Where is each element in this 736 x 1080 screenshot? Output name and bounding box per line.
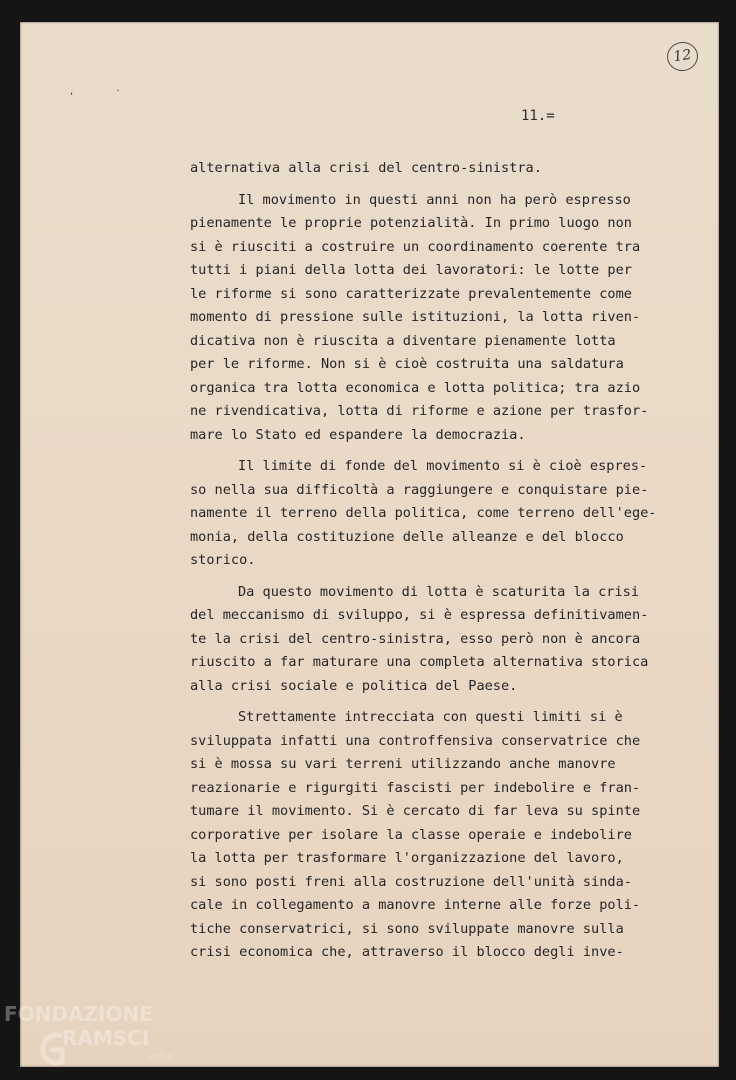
text-line: crisi economica che, attraverso il blocco degli inve- — [190, 944, 624, 960]
text-line: corporative per isolare la classe operaie e indebolire — [190, 826, 632, 843]
text-line: tutti i piani della lotta dei lavoratori: le lotte per — [190, 262, 632, 278]
watermark-line-2: RAMSCI — [62, 1026, 150, 1050]
watermark-g-logo-icon — [32, 1024, 66, 1072]
text-line: la lotta per trasformare l'organizzazione del lavoro, — [190, 850, 624, 866]
text-line: tiche conservatrici, si sono sviluppate manovre sulla — [190, 920, 624, 937]
text-line: del meccanismo di sviluppo, si è espressa definitivamen- — [190, 607, 649, 623]
text-line: si è riusciti a costruire un coordinamento coerente tra — [190, 238, 641, 255]
text-line: tumare il movimento. Si è cercato di far leva su spinte — [190, 803, 641, 819]
text-line: riuscito a far maturare una completa alternativa storica — [190, 654, 649, 670]
text-line: alla crisi sociale e politica del Paese. — [190, 677, 518, 694]
text-line: te la crisi del centro-sinistra, esso però non è ancora — [190, 630, 641, 647]
text-line: momento di pressione sulle istituzioni, la lotta riven- — [190, 309, 641, 325]
typewritten-body — [190, 157, 670, 965]
text-line: cale in collegamento a manovre interne alle forze poli- — [190, 897, 641, 913]
text-line: Da questo movimento di lotta è scaturita la crisi — [238, 583, 640, 600]
text-line: Il movimento in questi anni non ha però espresso — [238, 191, 631, 208]
watermark-line-3: onlus — [148, 1052, 173, 1062]
fondazione-gramsci-watermark — [4, 1000, 194, 1080]
text-line: si è mossa su vari terreni utilizzando anche manovre — [190, 756, 616, 772]
page-number: 11.= — [521, 108, 555, 124]
text-line: reazionarie e rigurgiti fascisti per indebolire e fran- — [190, 779, 641, 796]
text-line: pienamente le proprie potenzialità. In primo luogo non — [190, 215, 632, 231]
text-line: dicativa non è riuscita a diventare pienamente lotta — [190, 332, 616, 349]
text-line: organica tra lotta economica e lotta politica; tra azio — [190, 379, 641, 396]
paper-marks: , · — [70, 86, 140, 97]
text-line: Il limite di fonde del movimento si è cioè espres- — [238, 458, 648, 474]
archive-page-number: 12 — [665, 40, 700, 73]
text-line: sviluppata infatti una controffensiva conservatrice che — [190, 732, 641, 749]
text-line: monia, della costituzione delle alleanze e del blocco — [190, 528, 624, 545]
text-line: si sono posti freni alla costruzione dell'unità sinda- — [190, 873, 632, 890]
text-line: namente il terreno della politica, come terreno dell'ege- — [190, 505, 657, 521]
text-line: le riforme si sono caratterizzate prevalentemente come — [190, 285, 632, 302]
text-line: mare lo Stato ed espandere la democrazia. — [190, 426, 526, 443]
text-line: storico. — [190, 552, 256, 568]
watermark-line-1: FONDAZIONE — [4, 1002, 153, 1026]
text-line: Strettamente intrecciata con questi limiti si è — [238, 709, 623, 725]
paper-sheet — [20, 22, 719, 1067]
text-line: alternativa alla crisi del centro-sinistra. — [190, 160, 542, 176]
text-line: so nella sua difficoltà a raggiungere e conquistare pie- — [190, 481, 649, 498]
text-line: per le riforme. Non si è cioè costruita una saldatura — [190, 356, 624, 372]
text-line: ne rivendicativa, lotta di riforme e azione per trasfor- — [190, 403, 649, 419]
